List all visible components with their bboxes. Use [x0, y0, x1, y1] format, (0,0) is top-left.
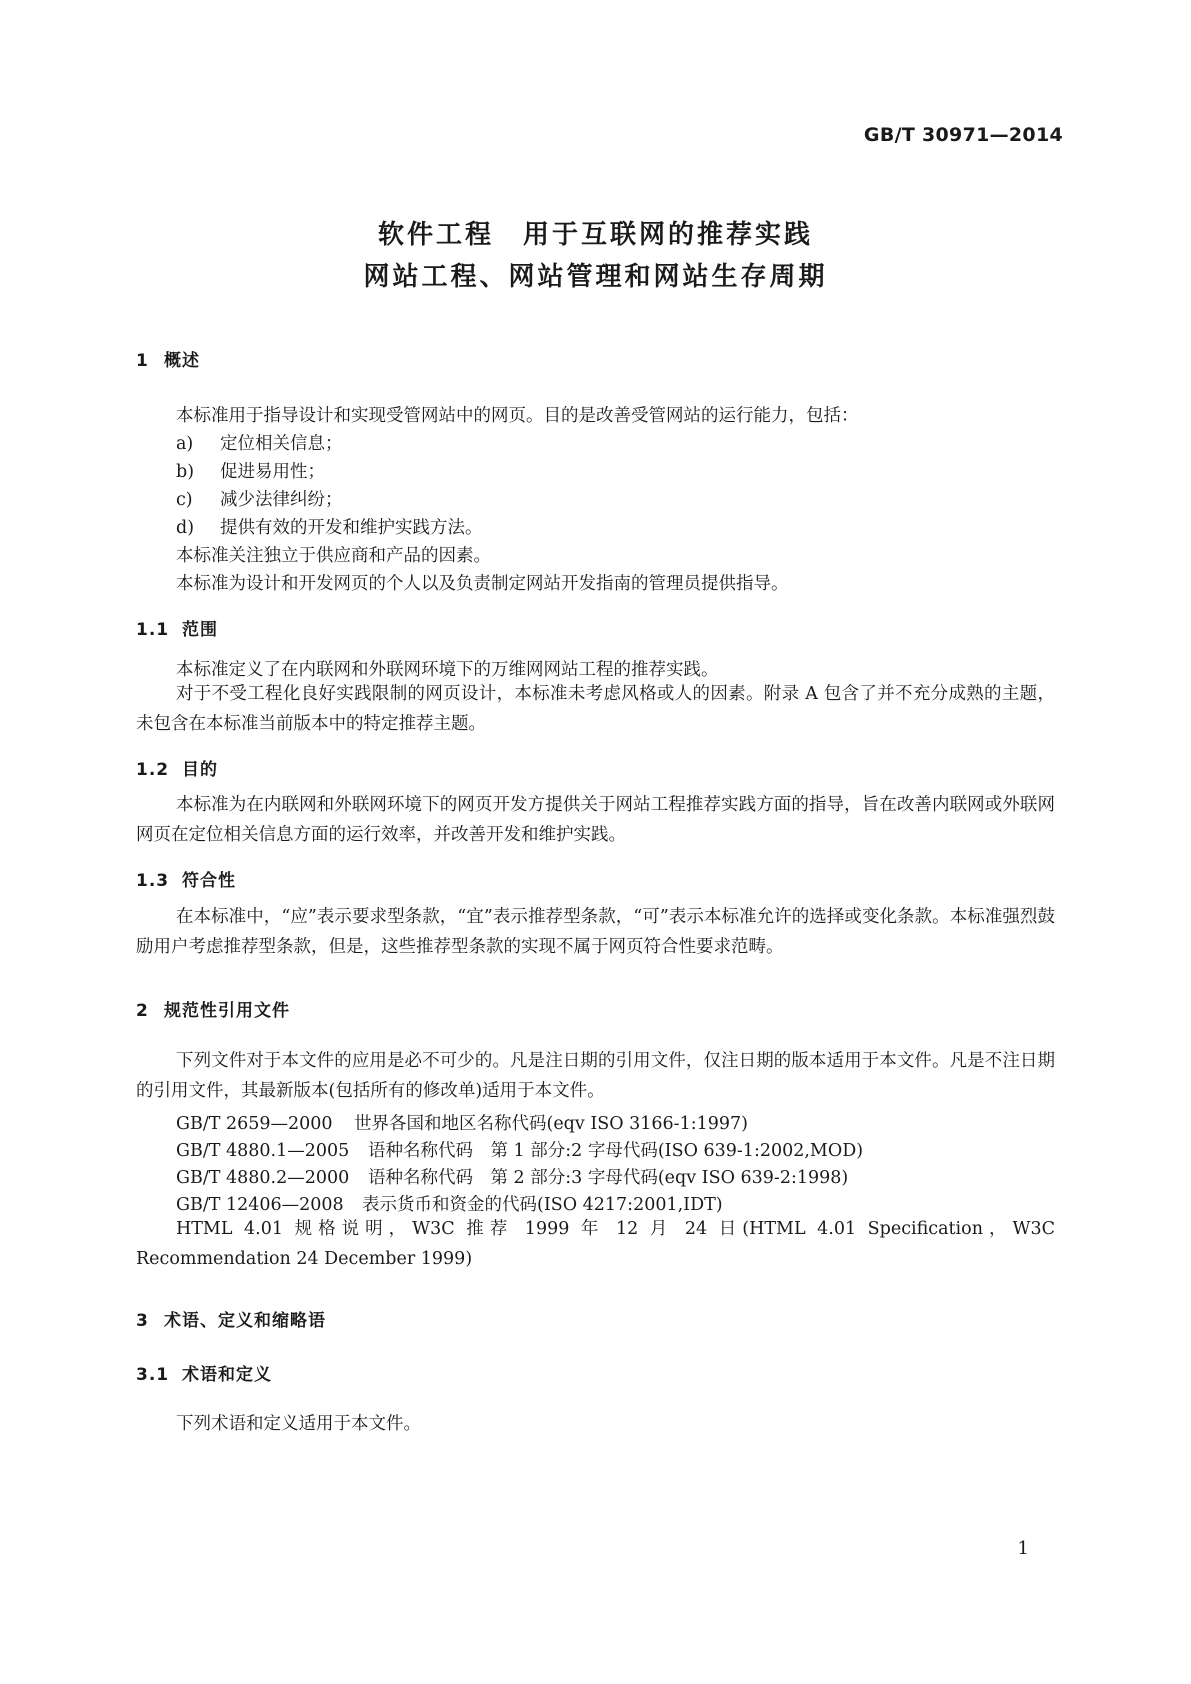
document-title-line1: 软件工程 用于互联网的推荐实践: [377, 220, 813, 250]
section-number: 1.2: [136, 760, 170, 780]
paragraph: 本标准关注独立于供应商和产品的因素。: [176, 546, 491, 566]
reference-code: GB/T 4880.1—2005: [176, 1141, 350, 1161]
reference-title: 表示货币和资金的代码(ISO 4217:2001,IDT): [362, 1195, 723, 1215]
section-number: 3: [136, 1311, 149, 1331]
section-title: 术语、定义和缩略语: [164, 1311, 326, 1331]
section-number: 1.1: [136, 620, 170, 640]
page-number: 1: [1017, 1538, 1029, 1559]
reference-code: GB/T 2659—2000: [176, 1114, 333, 1134]
paragraph: 对于不受工程化良好实践限制的网页设计，本标准未考虑风格或人的因素。附录 A 包含了并不充分成熟的主题，未包含在本标准当前版本中的特定推荐主题。: [136, 684, 1055, 734]
section-3-heading: [136, 1306, 326, 1331]
reference-code: GB/T 12406—2008: [176, 1195, 344, 1215]
paragraph: 本标准定义了在内联网和外联网环境下的万维网网站工程的推荐实践。: [176, 660, 719, 680]
section-number: 2: [136, 1001, 149, 1021]
standard-code: GB/T 30971—2014: [863, 124, 1063, 146]
paragraph: 本标准为设计和开发网页的个人以及负责制定网站开发指南的管理员提供指导。: [176, 574, 789, 594]
document-title-line2: 网站工程、网站管理和网站生存周期: [363, 262, 828, 292]
list-item: [176, 430, 343, 455]
section-number: 3.1: [136, 1365, 170, 1385]
paragraph: 下列文件对于本文件的应用是必不可少的。凡是注日期的引用文件，仅注日期的版本适用于本文件。凡是不注日期的引用文件，其最新版本(包括所有的修改单)适用于本文件。: [136, 1051, 1055, 1101]
section-title: 规范性引用文件: [164, 1001, 290, 1021]
list-item: [176, 486, 343, 511]
section-title: 范围: [182, 620, 218, 640]
list-label: b): [176, 462, 195, 482]
paragraph: 本标准为在内联网和外联网环境下的网页开发方提供关于网站工程推荐实践方面的指导，旨在改善内联网或外联网网页在定位相关信息方面的运行效率，并改善开发和维护实践。: [136, 795, 1055, 845]
section-number: 1.3: [136, 871, 170, 891]
reference-item: [176, 1164, 848, 1189]
reference-code: GB/T 4880.2—2000: [176, 1168, 350, 1188]
section-2-heading: [136, 996, 290, 1021]
reference-item: [176, 1110, 748, 1135]
section-1-heading: [136, 346, 200, 371]
reference-item: [176, 1191, 723, 1216]
section-1-intro: 本标准用于指导设计和实现受管网站中的网页。目的是改善受管网站的运行能力，包括：: [176, 406, 859, 426]
section-1-3-heading: [136, 866, 236, 891]
section-1-2-heading: [136, 755, 218, 780]
list-text: 促进易用性；: [220, 462, 325, 482]
list-item: [176, 514, 483, 539]
reference-title: 语种名称代码 第 1 部分:2 字母代码(ISO 639-1:2002,MOD): [368, 1141, 864, 1161]
section-title: 目的: [182, 760, 218, 780]
section-title: 符合性: [182, 871, 236, 891]
list-text: 减少法律纠纷；: [220, 490, 343, 510]
section-1-1-heading: [136, 615, 218, 640]
section-3-1-heading: [136, 1360, 272, 1385]
reference-title: 语种名称代码 第 2 部分:3 字母代码(eqv ISO 639-2:1998): [368, 1168, 849, 1188]
list-text: 提供有效的开发和维护实践方法。: [220, 518, 483, 538]
reference-html-spec: HTML 4.01 规格说明，W3C 推荐 1999 年 12 月 24 日(HTML 4.01 Specification，W3C Recommendation 24 December 1999): [136, 1219, 1055, 1269]
list-label: c): [176, 490, 193, 510]
reference-title: 世界各国和地区名称代码(eqv ISO 3166-1:1997): [354, 1114, 748, 1134]
list-item: [176, 458, 325, 483]
paragraph: 下列术语和定义适用于本文件。: [176, 1414, 421, 1434]
section-number: 1: [136, 351, 149, 371]
list-label: a): [176, 434, 194, 454]
list-text: 定位相关信息；: [220, 434, 343, 454]
section-title: 概述: [164, 351, 200, 371]
list-label: d): [176, 518, 195, 538]
paragraph: 在本标准中，“应”表示要求型条款，“宜”表示推荐型条款，“可”表示本标准允许的选择或变化条款。本标准强烈鼓励用户考虑推荐型条款，但是，这些推荐型条款的实现不属于网页符合性要求范畴。: [136, 907, 1055, 957]
section-title: 术语和定义: [182, 1365, 272, 1385]
reference-item: [176, 1137, 863, 1162]
